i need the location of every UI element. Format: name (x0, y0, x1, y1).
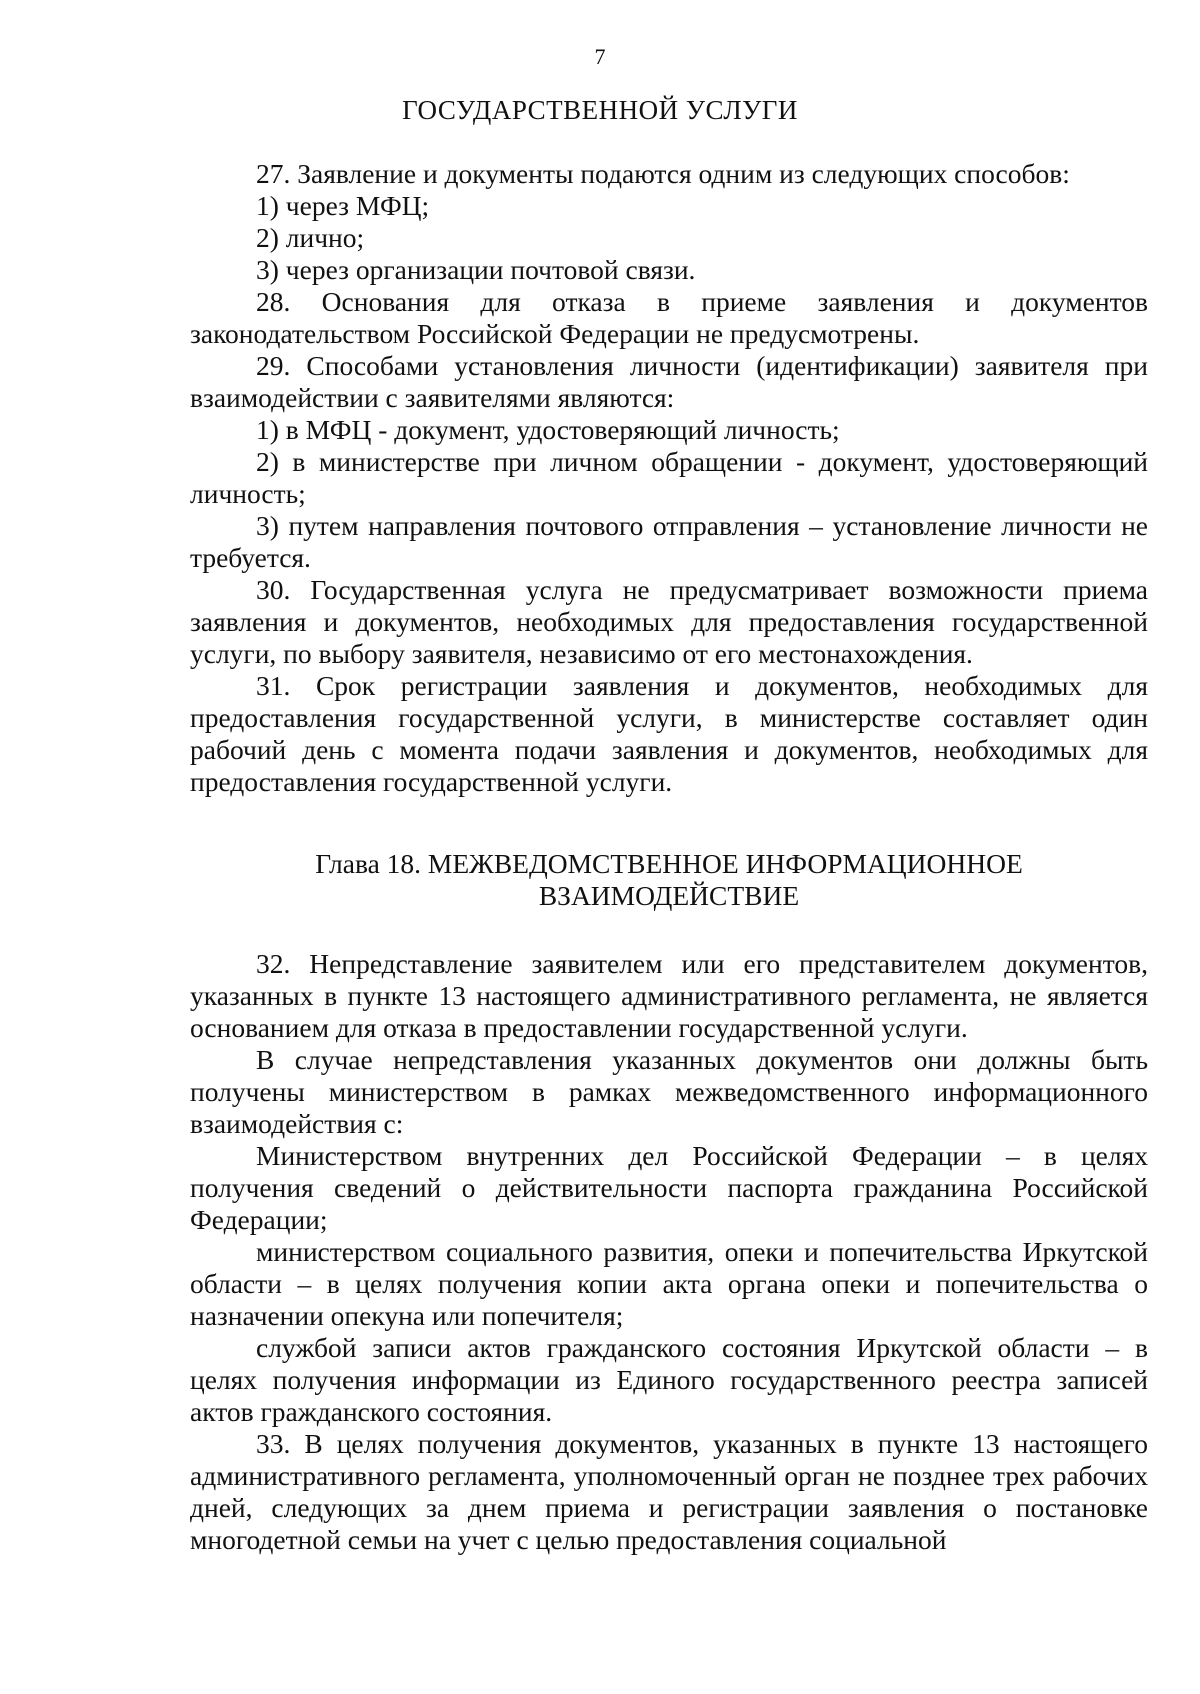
paragraph-29: 29. Способами установления личности (идентификации) заявителя при взаимодействии с заявителями являются: (190, 350, 1148, 413)
paragraph-32-case: В случае непредставления указанных документов они должны быть получены министерством в рамках межведомственного информационного взаимодействия с: (190, 1044, 1148, 1139)
paragraph-27-item-3: 3) через организации почтовой связи. (256, 254, 696, 285)
paragraph-30: 30. Государственная услуга не предусматривает возможности приема заявления и документов, необходимых для предоставления государственной услуги, по выбору заявителя, независимо от его местонахождения. (190, 574, 1148, 669)
chapter-title-line-2: ВЗАИМОДЕЙСТВИЕ (538, 880, 800, 911)
paragraph-29-item-1: 1) в МФЦ - документ, удостоверяющий личность; (256, 414, 840, 445)
page-number: 7 (594, 44, 606, 69)
paragraph-27: 27. Заявление и документы подаются одним из следующих способов: (256, 158, 1070, 189)
paragraph-32: 32. Непредставление заявителем или его представителем документов, указанных в пункте 13 настоящего административного регламента, не является основанием для отказа в предоставлении государственной услуги. (190, 948, 1148, 1043)
paragraph-32-ministry: министерством социального развития, опеки и попечительства Иркутской области – в целях получения копии акта органа опеки и попечительства о назначении опекуна или попечителя; (190, 1236, 1148, 1331)
section-title: ГОСУДАРСТВЕННОЙ УСЛУГИ (402, 95, 798, 125)
paragraph-31: 31. Срок регистрации заявления и документов, необходимых для предоставления государственной услуги, в министерстве составляет один рабочий день с момента подачи заявления и документов, необходимых для предоставления государственной услуги. (190, 670, 1148, 797)
paragraph-27-item-2: 2) лично; (256, 222, 365, 253)
paragraph-32-mvd: Министерством внутренних дел Российской Федерации – в целях получения сведений о действительности паспорта гражданина Российской Федерации; (190, 1140, 1148, 1235)
paragraph-33: 33. В целях получения документов, указанных в пункте 13 настоящего административного регламента, уполномоченный орган не позднее трех рабочих дней, следующих за днем приема и регистрации заявления о постановке многодетной семьи на учет с целью предоставления социальной (190, 1428, 1148, 1555)
chapter-heading (190, 848, 1148, 912)
chapter-title-line-1: Глава 18. МЕЖВЕДОМСТВЕННОЕ ИНФОРМАЦИОННОЕ (315, 848, 1023, 879)
paragraph-29-item-3: 3) путем направления почтового отправления – установление личности не требуется. (190, 510, 1148, 573)
text-block-1 (190, 158, 1148, 798)
text-block-2 (190, 948, 1148, 1556)
paragraph-32-zags: службой записи актов гражданского состояния Иркутской области – в целях получения информации из Единого государственного реестра записей актов гражданского состояния. (190, 1332, 1148, 1427)
paragraph-27-item-1: 1) через МФЦ; (256, 190, 430, 221)
paragraph-28: 28. Основания для отказа в приеме заявления и документов законодательством Российской Федерации не предусмотрены. (190, 286, 1148, 349)
paragraph-29-item-2: 2) в министерстве при личном обращении - документ, удостоверяющий личность; (190, 446, 1148, 509)
